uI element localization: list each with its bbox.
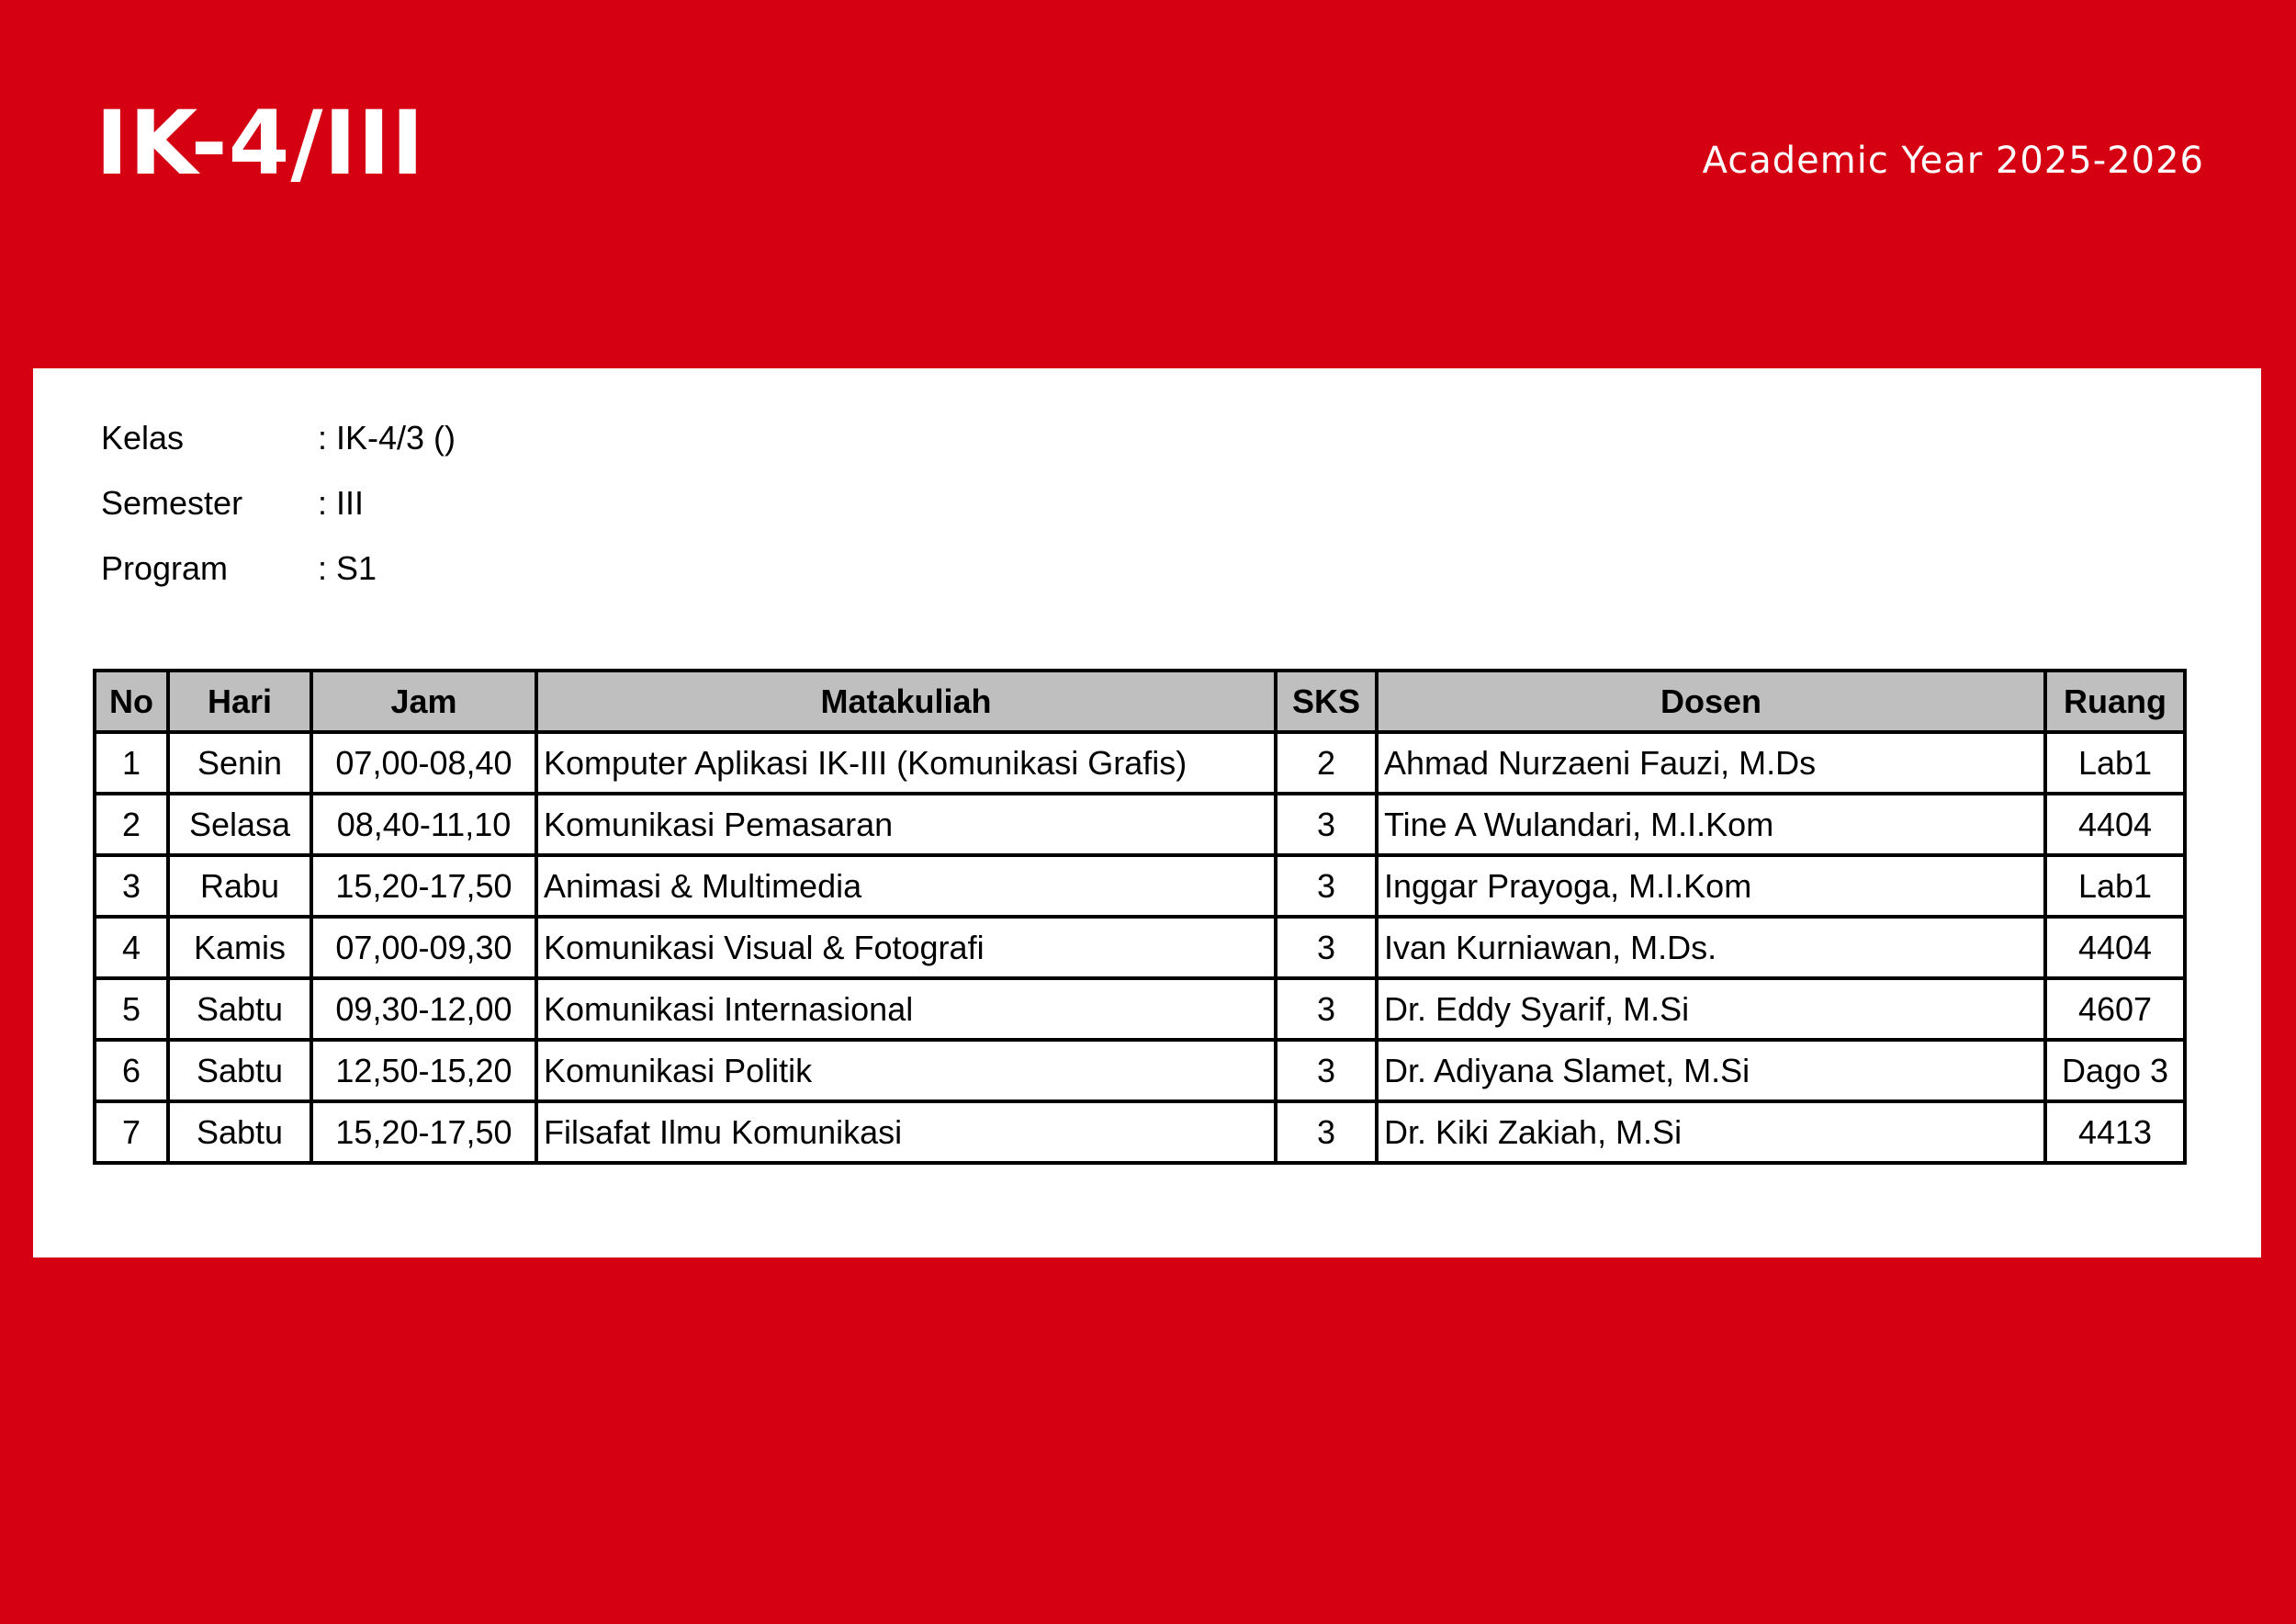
page-title: IK-4/III <box>96 92 425 195</box>
cell-no: 5 <box>95 978 168 1040</box>
cell-matakuliah: Komputer Aplikasi IK-III (Komunikasi Grafis) <box>536 732 1276 794</box>
cell-dosen: Dr. Adiyana Slamet, M.Si <box>1377 1040 2045 1101</box>
cell-dosen: Ahmad Nurzaeni Fauzi, M.Ds <box>1377 732 2045 794</box>
cell-jam: 12,50-15,20 <box>311 1040 536 1101</box>
cell-dosen: Dr. Eddy Syarif, M.Si <box>1377 978 2045 1040</box>
cell-ruang: 4607 <box>2045 978 2185 1040</box>
cell-dosen: Inggar Prayoga, M.I.Kom <box>1377 855 2045 917</box>
table-row <box>95 1040 2185 1101</box>
cell-matakuliah: Komunikasi Pemasaran <box>536 794 1276 855</box>
table-row <box>95 917 2185 978</box>
cell-ruang: Dago 3 <box>2045 1040 2185 1101</box>
info-row-semester <box>101 484 456 549</box>
column-header-sks: SKS <box>1276 671 1377 732</box>
semester-value: : III <box>318 484 365 522</box>
column-header-no: No <box>95 671 168 732</box>
class-info <box>101 419 456 615</box>
cell-sks: 3 <box>1276 917 1377 978</box>
cell-sks: 3 <box>1276 855 1377 917</box>
cell-hari: Senin <box>168 732 311 794</box>
table-header-row <box>95 671 2185 732</box>
info-row-program <box>101 549 456 615</box>
cell-matakuliah: Komunikasi Internasional <box>536 978 1276 1040</box>
cell-jam: 15,20-17,50 <box>311 1101 536 1163</box>
kelas-value: : IK-4/3 () <box>318 419 456 457</box>
cell-sks: 2 <box>1276 732 1377 794</box>
cell-hari: Rabu <box>168 855 311 917</box>
cell-sks: 3 <box>1276 794 1377 855</box>
cell-hari: Selasa <box>168 794 311 855</box>
cell-jam: 09,30-12,00 <box>311 978 536 1040</box>
cell-hari: Sabtu <box>168 978 311 1040</box>
cell-ruang: Lab1 <box>2045 732 2185 794</box>
cell-jam: 15,20-17,50 <box>311 855 536 917</box>
table-row <box>95 1101 2185 1163</box>
cell-matakuliah: Filsafat Ilmu Komunikasi <box>536 1101 1276 1163</box>
cell-no: 7 <box>95 1101 168 1163</box>
cell-no: 2 <box>95 794 168 855</box>
cell-no: 3 <box>95 855 168 917</box>
semester-label: Semester <box>101 484 243 522</box>
cell-hari: Sabtu <box>168 1101 311 1163</box>
column-header-ruang: Ruang <box>2045 671 2185 732</box>
cell-ruang: 4413 <box>2045 1101 2185 1163</box>
table-row <box>95 732 2185 794</box>
cell-dosen: Ivan Kurniawan, M.Ds. <box>1377 917 2045 978</box>
kelas-label: Kelas <box>101 419 185 457</box>
cell-dosen: Dr. Kiki Zakiah, M.Si <box>1377 1101 2045 1163</box>
column-header-jam: Jam <box>311 671 536 732</box>
cell-jam: 07,00-08,40 <box>311 732 536 794</box>
cell-hari: Kamis <box>168 917 311 978</box>
program-value: : S1 <box>318 549 377 587</box>
academic-year: Academic Year 2025-2026 <box>1702 140 2204 182</box>
schedule-card <box>33 368 2261 1257</box>
cell-matakuliah: Komunikasi Politik <box>536 1040 1276 1101</box>
column-header-hari: Hari <box>168 671 311 732</box>
cell-no: 6 <box>95 1040 168 1101</box>
program-label: Program <box>101 549 229 587</box>
table-row <box>95 978 2185 1040</box>
schedule-table <box>93 669 2187 1165</box>
column-header-dosen: Dosen <box>1377 671 2045 732</box>
column-header-matakuliah: Matakuliah <box>536 671 1276 732</box>
cell-no: 1 <box>95 732 168 794</box>
cell-ruang: 4404 <box>2045 917 2185 978</box>
cell-matakuliah: Komunikasi Visual & Fotografi <box>536 917 1276 978</box>
info-row-kelas <box>101 419 456 484</box>
table-row <box>95 855 2185 917</box>
cell-ruang: Lab1 <box>2045 855 2185 917</box>
cell-sks: 3 <box>1276 1040 1377 1101</box>
cell-sks: 3 <box>1276 978 1377 1040</box>
cell-jam: 07,00-09,30 <box>311 917 536 978</box>
cell-matakuliah: Animasi & Multimedia <box>536 855 1276 917</box>
cell-jam: 08,40-11,10 <box>311 794 536 855</box>
cell-dosen: Tine A Wulandari, M.I.Kom <box>1377 794 2045 855</box>
cell-sks: 3 <box>1276 1101 1377 1163</box>
table-row <box>95 794 2185 855</box>
cell-no: 4 <box>95 917 168 978</box>
cell-hari: Sabtu <box>168 1040 311 1101</box>
cell-ruang: 4404 <box>2045 794 2185 855</box>
